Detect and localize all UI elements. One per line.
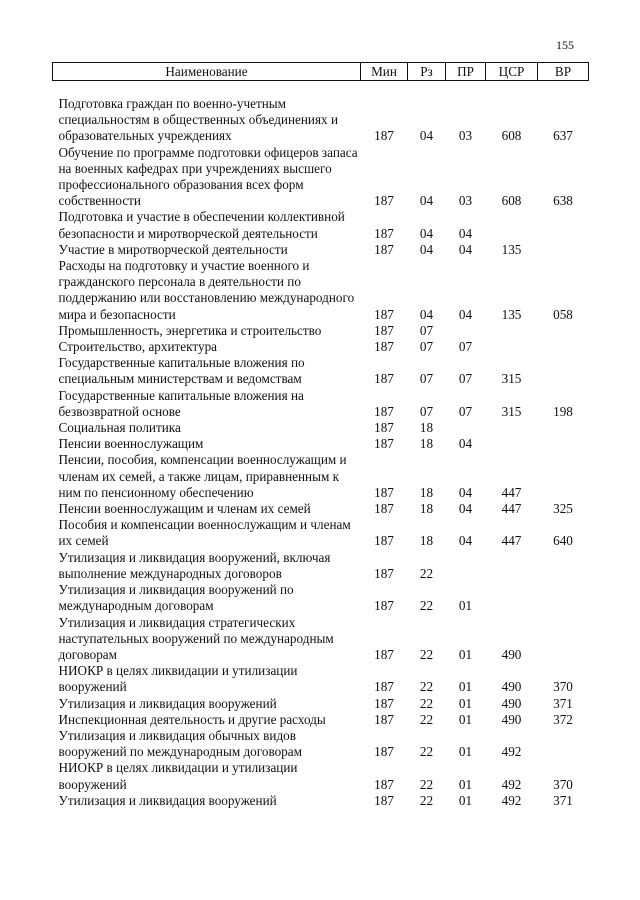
cell-name: Утилизация и ликвидация вооружений xyxy=(58,792,277,808)
cell-csr: 492 xyxy=(501,776,522,792)
cell-rz: 22 xyxy=(419,598,434,614)
cell-rz: 22 xyxy=(419,646,434,662)
cell-name: Пенсии военнослужащим и членам их семей xyxy=(58,501,311,517)
cell-pr: 01 xyxy=(458,744,473,760)
cell-pr: 01 xyxy=(458,695,473,711)
table-row xyxy=(53,712,589,728)
table-row xyxy=(53,760,589,792)
cell-name: Промышленность, энергетика и строительство xyxy=(58,322,322,338)
table-row xyxy=(53,96,589,145)
cell-pr: 03 xyxy=(458,128,473,144)
table-row xyxy=(53,550,589,582)
cell-vr: 325 xyxy=(553,501,573,517)
table-row xyxy=(53,582,589,614)
cell-vr xyxy=(538,209,589,241)
cell-min: 187 xyxy=(374,241,394,257)
cell-rz: 04 xyxy=(419,193,434,209)
cell-csr: 315 xyxy=(501,403,522,419)
cell-vr xyxy=(538,550,589,582)
table-row xyxy=(53,452,589,501)
cell-pr: 01 xyxy=(458,646,473,662)
cell-vr: 372 xyxy=(553,711,573,727)
cell-rz: 22 xyxy=(419,711,434,727)
table-row xyxy=(53,517,589,549)
cell-min: 187 xyxy=(374,436,394,452)
cell-vr xyxy=(538,242,589,258)
cell-pr: 01 xyxy=(458,711,473,727)
cell-min: 187 xyxy=(374,128,394,144)
cell-min: 187 xyxy=(374,533,394,549)
cell-vr: 058 xyxy=(553,306,573,322)
cell-min: 187 xyxy=(374,744,394,760)
cell-name: Инспекционная деятельность и другие расходы xyxy=(58,711,326,727)
cell-pr: 01 xyxy=(458,679,473,695)
cell-name: Подготовка и участие в обеспечении коллективной безопасности и миротворческой деятельности xyxy=(58,209,345,241)
cell-csr xyxy=(486,436,538,452)
cell-name: Утилизация и ликвидация стратегических наступательных вооружений по международным договорам xyxy=(58,614,334,662)
cell-pr: 01 xyxy=(458,598,473,614)
cell-min: 187 xyxy=(374,339,394,355)
cell-rz: 18 xyxy=(419,420,434,436)
cell-pr: 04 xyxy=(458,306,473,322)
table-row xyxy=(53,501,589,517)
header-name: Наименование xyxy=(53,63,361,81)
cell-vr: 198 xyxy=(553,403,573,419)
cell-vr: 370 xyxy=(553,776,573,792)
cell-pr: 01 xyxy=(458,792,473,808)
cell-min: 187 xyxy=(374,371,394,387)
cell-min: 187 xyxy=(374,711,394,727)
cell-min: 187 xyxy=(374,322,394,338)
cell-rz: 07 xyxy=(419,371,434,387)
cell-rz: 04 xyxy=(419,225,434,241)
cell-name: Утилизация и ликвидация обычных видов вооружений по международным договорам xyxy=(58,727,302,760)
cell-name: Строительство, архитектура xyxy=(58,339,218,355)
cell-rz: 22 xyxy=(419,792,434,808)
cell-pr xyxy=(446,323,486,339)
table-row xyxy=(53,615,589,664)
cell-name: Обучение по программе подготовки офицеров запаса на военных кафедрах при учреждениях высшего профессионального образования всех форм собственности xyxy=(58,144,358,209)
cell-name: Утилизация и ликвидация вооружений xyxy=(58,695,277,711)
cell-vr xyxy=(538,323,589,339)
cell-csr: 490 xyxy=(501,711,522,727)
cell-csr xyxy=(486,339,538,355)
cell-pr: 07 xyxy=(458,403,473,419)
cell-rz: 18 xyxy=(419,533,434,549)
cell-min: 187 xyxy=(374,646,394,662)
header-pr: ПР xyxy=(446,63,486,81)
cell-vr xyxy=(538,420,589,436)
cell-min: 187 xyxy=(374,565,394,581)
budget-table xyxy=(52,62,589,809)
table-row xyxy=(53,209,589,241)
cell-csr xyxy=(486,420,538,436)
cell-pr: 07 xyxy=(458,339,473,355)
cell-min: 187 xyxy=(374,501,394,517)
cell-min: 187 xyxy=(374,792,394,808)
cell-csr: 135 xyxy=(501,306,522,322)
cell-rz: 04 xyxy=(419,241,434,257)
cell-name: Участие в миротворческой деятельности xyxy=(58,241,288,257)
cell-min: 187 xyxy=(374,225,394,241)
cell-min: 187 xyxy=(374,598,394,614)
table-row xyxy=(53,420,589,436)
cell-rz: 07 xyxy=(419,322,434,338)
cell-vr: 640 xyxy=(553,533,573,549)
cell-name: НИОКР в целях ликвидации и утилизации вооружений xyxy=(58,760,298,792)
cell-name: Социальная политика xyxy=(58,420,181,436)
page-number: 155 xyxy=(556,38,574,52)
cell-min: 187 xyxy=(374,403,394,419)
cell-csr: 492 xyxy=(501,792,522,808)
header-csr: ЦСР xyxy=(486,63,538,81)
table-row xyxy=(53,728,589,760)
cell-rz: 07 xyxy=(419,403,434,419)
table-row xyxy=(53,145,589,210)
cell-min: 187 xyxy=(374,306,394,322)
table-spacer-row xyxy=(53,81,589,97)
cell-vr xyxy=(538,452,589,501)
cell-min: 187 xyxy=(374,679,394,695)
cell-rz: 22 xyxy=(419,679,434,695)
table-row xyxy=(53,696,589,712)
cell-min: 187 xyxy=(374,484,394,500)
cell-csr: 608 xyxy=(501,193,522,209)
cell-csr: 608 xyxy=(501,128,522,144)
cell-csr: 490 xyxy=(501,646,522,662)
table-row xyxy=(53,258,589,323)
table-row xyxy=(53,355,589,387)
cell-csr: 490 xyxy=(501,695,522,711)
cell-rz: 18 xyxy=(419,501,434,517)
cell-pr: 07 xyxy=(458,371,473,387)
cell-pr: 01 xyxy=(458,776,473,792)
cell-pr: 04 xyxy=(458,225,473,241)
header-vr: ВР xyxy=(538,63,589,81)
cell-csr: 315 xyxy=(501,371,522,387)
cell-name: НИОКР в целях ликвидации и утилизации вооружений xyxy=(58,663,298,695)
table-row xyxy=(53,663,589,695)
cell-min: 187 xyxy=(374,420,394,436)
cell-vr: 370 xyxy=(553,679,573,695)
cell-vr: 371 xyxy=(553,792,573,808)
cell-csr xyxy=(486,582,538,614)
table-row xyxy=(53,388,589,420)
cell-vr xyxy=(538,339,589,355)
cell-name: Утилизация и ликвидация вооружений, включая выполнение международных договоров xyxy=(58,549,331,581)
cell-csr: 447 xyxy=(501,533,522,549)
cell-pr xyxy=(446,420,486,436)
cell-vr xyxy=(538,728,589,760)
cell-vr xyxy=(538,615,589,664)
cell-name: Государственные капитальные вложения по специальным министерствам и ведомствам xyxy=(58,355,305,387)
cell-min: 187 xyxy=(374,193,394,209)
cell-csr xyxy=(486,550,538,582)
cell-rz: 18 xyxy=(419,436,434,452)
cell-csr: 492 xyxy=(501,744,522,760)
cell-rz: 22 xyxy=(419,776,434,792)
cell-pr: 04 xyxy=(458,484,473,500)
cell-pr: 04 xyxy=(458,241,473,257)
cell-name: Подготовка граждан по военно-учетным специальностям в общественных объединениях и образовательных учреждениях xyxy=(58,96,339,144)
cell-rz: 22 xyxy=(419,695,434,711)
table-row xyxy=(53,242,589,258)
cell-vr: 371 xyxy=(553,695,573,711)
cell-vr xyxy=(538,436,589,452)
cell-rz: 04 xyxy=(419,306,434,322)
header-rz: Рз xyxy=(408,63,446,81)
cell-name: Утилизация и ликвидация вооружений по международным договорам xyxy=(58,582,294,614)
header-min: Мин xyxy=(361,63,408,81)
cell-pr: 04 xyxy=(458,501,473,517)
cell-name: Пенсии, пособия, компенсации военнослужащим и членам их семей, а также лицам, приравненным к ним по пенсионному обеспечению xyxy=(58,452,347,500)
cell-csr: 135 xyxy=(501,241,522,257)
cell-rz: 18 xyxy=(419,484,434,500)
cell-vr: 637 xyxy=(553,128,573,144)
cell-csr: 447 xyxy=(501,501,522,517)
cell-rz: 22 xyxy=(419,744,434,760)
cell-csr: 447 xyxy=(501,484,522,500)
cell-rz: 07 xyxy=(419,339,434,355)
table-header-row xyxy=(53,63,589,81)
cell-csr xyxy=(486,323,538,339)
cell-pr: 03 xyxy=(458,193,473,209)
cell-csr xyxy=(486,209,538,241)
table-row xyxy=(53,323,589,339)
cell-pr: 04 xyxy=(458,533,473,549)
cell-min: 187 xyxy=(374,695,394,711)
cell-name: Государственные капитальные вложения на безвозвратной основе xyxy=(58,387,304,419)
table-row xyxy=(53,793,589,809)
cell-rz: 04 xyxy=(419,128,434,144)
cell-min: 187 xyxy=(374,776,394,792)
cell-name: Пенсии военнослужащим xyxy=(58,436,204,452)
cell-vr: 638 xyxy=(553,193,573,209)
table-row xyxy=(53,339,589,355)
cell-rz: 22 xyxy=(419,565,434,581)
cell-pr xyxy=(446,550,486,582)
cell-csr: 490 xyxy=(501,679,522,695)
cell-vr xyxy=(538,582,589,614)
table-row xyxy=(53,436,589,452)
table-body xyxy=(53,81,589,809)
cell-name: Пособия и компенсации военнослужащим и членам их семей xyxy=(58,517,351,549)
cell-name: Расходы на подготовку и участие военного и гражданского персонала в деятельности по поддержанию или восстановлению международного мира и безопасности xyxy=(58,258,355,322)
cell-pr: 04 xyxy=(458,436,473,452)
cell-vr xyxy=(538,355,589,387)
